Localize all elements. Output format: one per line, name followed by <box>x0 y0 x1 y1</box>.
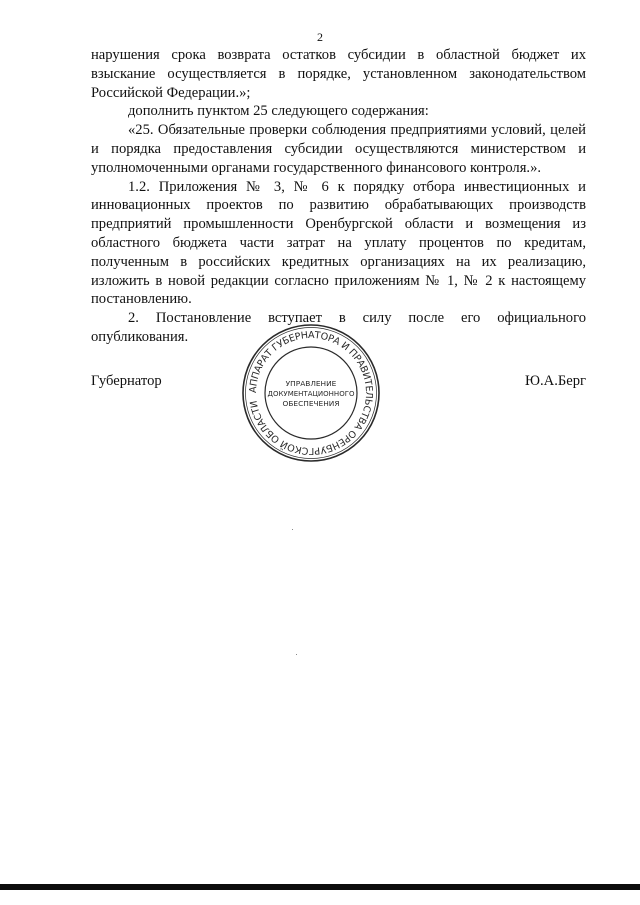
paragraph-amendment-intro: дополнить пунктом 25 следующего содержания: <box>128 103 429 120</box>
document-body <box>91 46 586 347</box>
seal-outer-text: АППАРАТ ГУБЕРНАТОРА И ПРАВИТЕЛЬСТВА ОРЕНБУРГСКОЙ ОБЛАСТИ <box>247 329 375 457</box>
scan-bottom-edge <box>0 884 640 890</box>
paragraph-item-25: «25. Обязательные проверки соблюдения предприятиями условий, целей и порядка предоставления субсидии осуществляются министерством и уполномоченными органами государственного финансового контроля.». <box>91 122 586 176</box>
page-number: 2 <box>317 30 323 44</box>
paragraph-item-1-2: 1.2. Приложения № 3, № 6 к порядку отбора инвестиционных и инновационных проектов по развитию обрабатывающих производств предприятий промышленности Оренбургской области и возмещения из областного бюджета части затрат на уплату процентов по кредитам, полученным в российских кредитных организациях на их реализацию, изложить в новой редакции согласно приложениям № 1, № 2 к настоящему постановлению. <box>91 178 586 308</box>
seal-inner-line-3: ОБЕСПЕЧЕНИЯ <box>282 399 340 408</box>
scan-speck <box>296 654 297 655</box>
scan-speck <box>292 529 293 530</box>
seal-inner-line-1: УПРАВЛЕНИЕ <box>285 379 337 388</box>
paragraph-continuation: нарушения срока возврата остатков субсидии в областной бюджет их взыскание осуществляется в порядке, установленном законодательством Российской Федерации.»; <box>91 47 586 101</box>
official-seal <box>240 322 382 464</box>
signatory-name: Ю.А.Берг <box>525 373 586 389</box>
seal-inner-line-2: ДОКУМЕНТАЦИОННОГО <box>267 390 355 398</box>
signatory-title: Губернатор <box>91 373 162 389</box>
paragraph-item-2: 2. Постановление вступает в силу после его официального опубликования. <box>91 310 586 345</box>
